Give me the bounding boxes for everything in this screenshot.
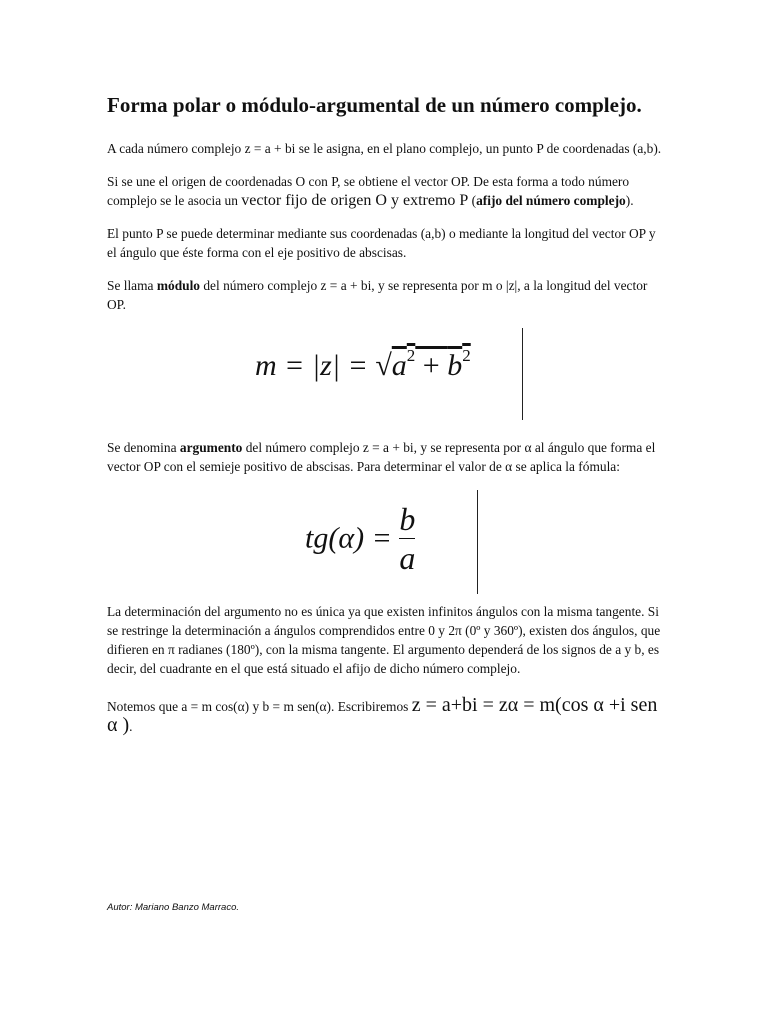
text-formula-inline: z = a+bi = zα = m(cos α +i sen α ) [107,694,658,736]
formula-argumento [107,490,667,602]
text: Se denomina [107,440,180,455]
formula-side-bar [477,490,478,594]
formula-b: b [447,349,463,382]
formula-modulo [107,328,667,438]
formula-side-bar [522,328,523,420]
paragraph-vector [107,172,667,210]
text-emphasis: vector fijo de origen O y extremo P [241,192,469,209]
text: ( [468,193,477,208]
formula-fraction [399,502,415,575]
page-title: Forma polar o módulo-argumental de un número complejo. [107,93,642,117]
formula-a: a [391,349,407,382]
paragraph-determinacion: La determinación del argumento no es única ya que existen infinitos ángulos con la misma tangente. Si se restringe la determinación a ángulos comprendidos entre 0 y 2π (0º y 360º), existen dos ángulos, que difieren en π radianes (180º), con la misma tangente. El argumento dependerá de los signos de a y b, es decir, del cuadrante en el que está situado el afijo de dicho número complejo. [107,604,661,676]
paragraph-notemos [107,696,667,736]
text-bold: módulo [156,278,201,293]
formula-exp: 2 [462,346,471,365]
formula-modulo-text [255,346,471,383]
document-body [107,92,667,750]
author-credit: Autor: Mariano Banzo Marraco. [107,902,240,913]
text: Se llama [107,278,157,293]
text: ). [625,193,634,208]
text-bold: argumento [179,440,243,455]
text: . [129,719,133,734]
formula-radicand [391,346,471,382]
formula-numerator: b [399,501,416,537]
formula-denominator: a [399,540,416,576]
text: Notemos que a = m cos(α) y b = m sen(α). Escribiremos [107,699,412,714]
formula-lhs: tg(α) = [305,521,400,555]
formula-exp: 2 [406,346,416,365]
paragraph-point: El punto P se puede determinar mediante sus coordenadas (a,b) o mediante la longitud del vector OP y el ángulo que éste forma con el eje positivo de abscisas. [107,226,656,260]
text: del número complejo z = a + bi, y se representa por m o |z|, a la longitud del vector OP. [107,278,648,312]
text: Si se une el origen de coordenadas O con P, se obtiene el vector OP. De esta forma a todo número complejo se le asocia un [107,174,630,208]
formula-lhs: m = |z| = √ [255,349,392,382]
formula-argumento-text [305,502,415,575]
fraction-line [399,538,415,539]
formula-plus: + [415,349,448,382]
text-bold: afijo del número complejo [476,193,626,208]
paragraph-modulo [107,276,667,314]
paragraph-argumento [107,438,667,476]
text: del número complejo z = a + bi, y se representa por α al ángulo que forma el vector OP con el semieje positivo de abscisas. Para determinar el valor de α se aplica la fómula: [107,440,656,474]
paragraph-intro: A cada número complejo z = a + bi se le asigna, en el plano complejo, un punto P de coordenadas (a,b). [107,141,662,156]
